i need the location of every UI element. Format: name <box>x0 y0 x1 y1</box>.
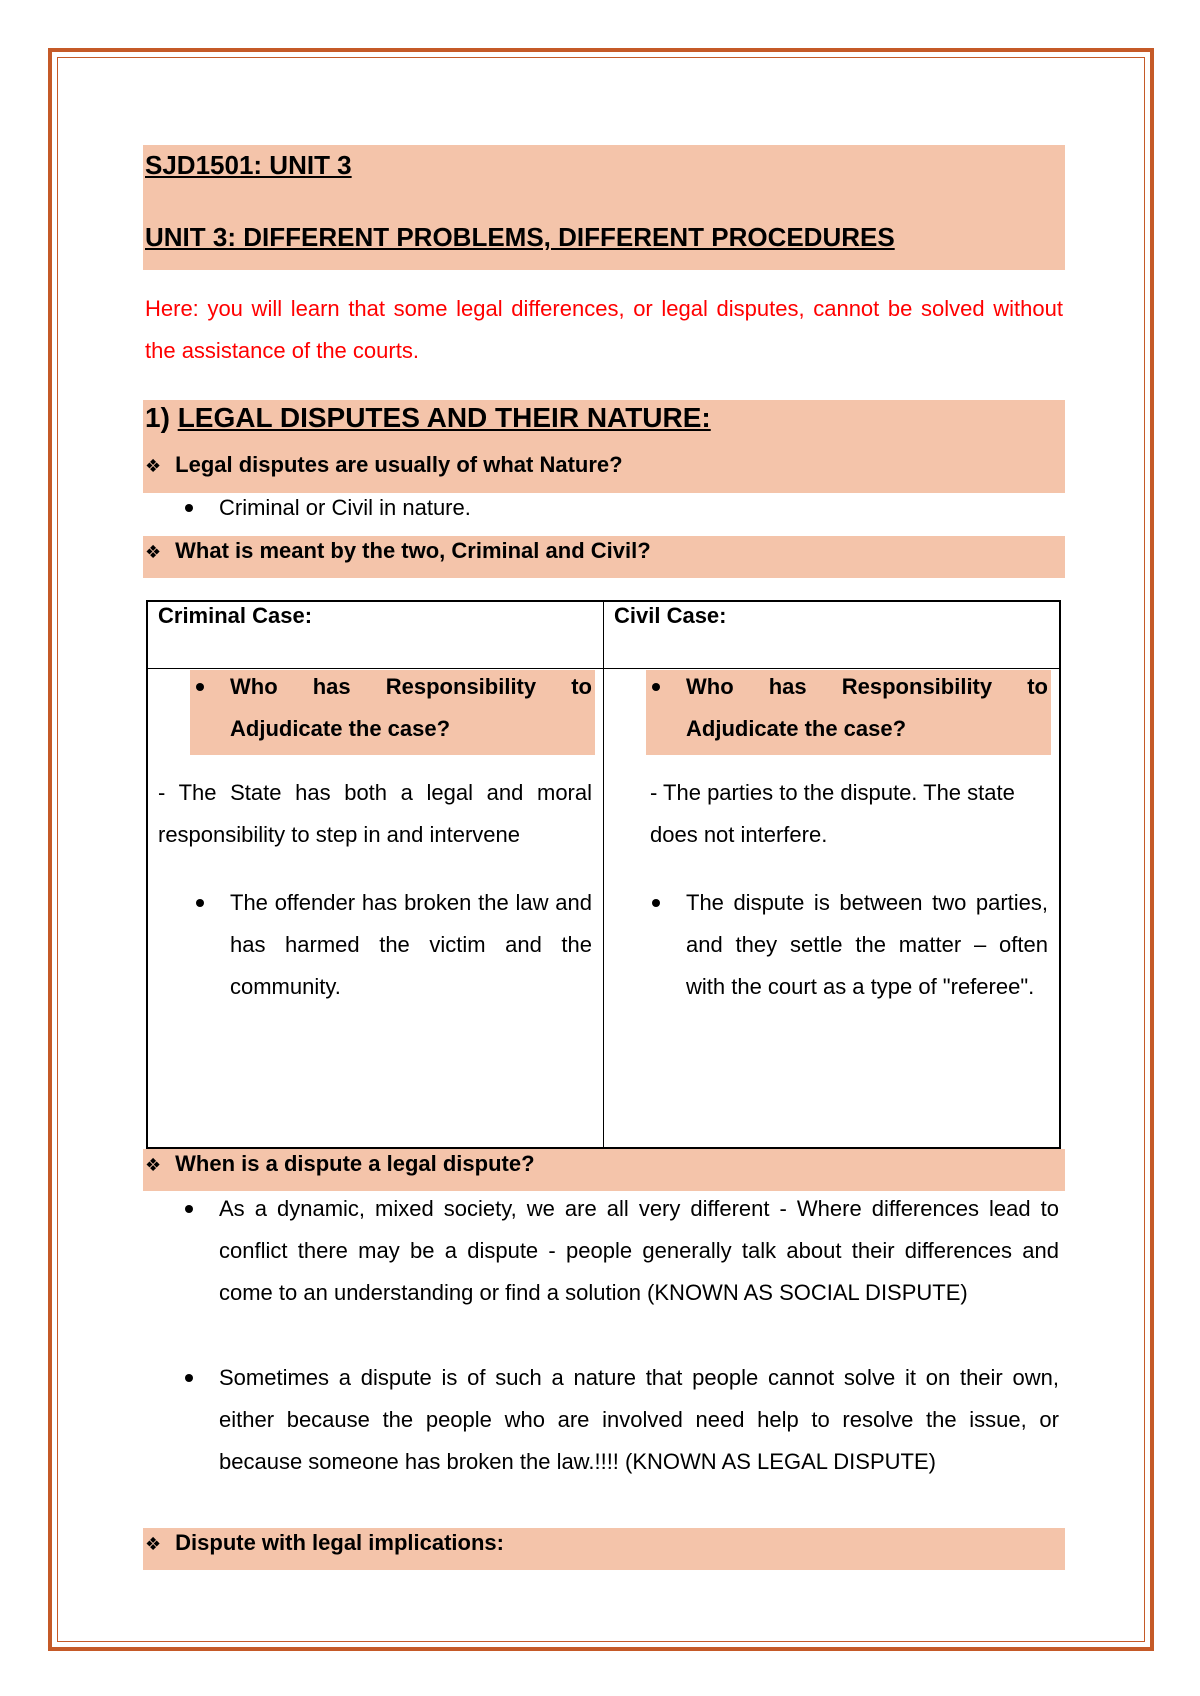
question-legal <box>145 1151 535 1177</box>
civil-answer: - The parties to the dispute. The state does not interfere. <box>650 780 1015 847</box>
civil-bullet: The dispute is between two parties, and they settle the matter – often with the court as a type of "referee". <box>686 882 1048 1008</box>
criminal-answer: - The State has both a legal and moral responsibility to step in and intervene <box>158 780 592 847</box>
table-border-right <box>1059 600 1061 1149</box>
diamond-bullet-icon: ❖ <box>145 456 162 477</box>
question-nature-text: Legal disputes are usually of what Nature? <box>175 452 623 477</box>
diamond-bullet-icon: ❖ <box>145 1534 162 1555</box>
course-heading: SJD1501: UNIT 3 <box>145 150 352 180</box>
question-implications-text: Dispute with legal implications: <box>175 1530 504 1555</box>
table-border-left <box>146 600 148 1149</box>
diamond-bullet-icon: ❖ <box>145 542 162 563</box>
section1-number: 1) <box>145 402 170 433</box>
legal-bullet-social: As a dynamic, mixed society, we are all very different - Where differences lead to conflict there may be a dispute - people generally talk about their differences and come to an understanding or find a solution (KNOWN AS SOCIAL DISPUTE) <box>219 1188 1059 1314</box>
answer-nature: Criminal or Civil in nature. <box>219 487 471 529</box>
section1-heading <box>145 402 711 434</box>
criminal-bullet: The offender has broken the law and has harmed the victim and the community. <box>230 882 592 1008</box>
question-nature <box>145 452 623 478</box>
criminal-header: Criminal Case: <box>158 603 313 628</box>
table-column-divider <box>603 600 604 1149</box>
legal-bullet-legal: Sometimes a dispute is of such a nature that people cannot solve it on their own, either because the people who are involved need help to resolve the issue, or because someone has broken the law.!!!! (KNOWN AS LEGAL DISPUTE) <box>219 1357 1059 1483</box>
section1-title: LEGAL DISPUTES AND THEIR NATURE: <box>177 402 711 433</box>
question-legal-text: When is a dispute a legal dispute? <box>175 1151 535 1176</box>
criminal-question: Who has Responsibility to Adjudicate the case? <box>230 666 592 750</box>
civil-question: Who has Responsibility to Adjudicate the case? <box>686 666 1048 750</box>
question-meaning-text: What is meant by the two, Criminal and Civil? <box>175 538 651 563</box>
diamond-bullet-icon: ❖ <box>145 1155 162 1176</box>
unit-heading: UNIT 3: DIFFERENT PROBLEMS, DIFFERENT PROCEDURES <box>145 222 895 252</box>
civil-header: Civil Case: <box>614 603 727 628</box>
question-meaning <box>145 538 651 564</box>
question-implications <box>145 1530 504 1556</box>
intro-text: Here: you will learn that some legal differences, or legal disputes, cannot be solved without the assistance of the courts. <box>145 296 1063 363</box>
